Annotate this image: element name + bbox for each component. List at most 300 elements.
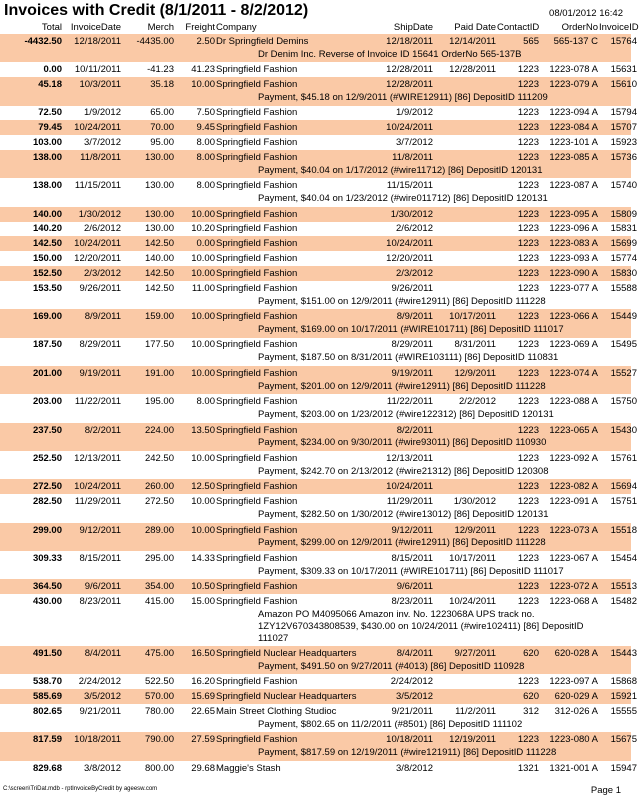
cell-order-no: 1223-090 A [549, 267, 598, 279]
header-paid-date: Paid Date [454, 22, 496, 33]
cell-contact-id: 1223 [517, 596, 539, 608]
cell-invoice-date: 8/4/2011 [84, 647, 121, 659]
cell-ship-date: 8/15/2011 [391, 552, 433, 564]
payment-note: Payment, $299.00 on 12/9/2011 (#wire12911) [86] DepositID 111228 [258, 537, 546, 549]
cell-paid-date: 2/2/2012 [459, 396, 496, 408]
cell-ship-date: 12/28/2011 [386, 79, 433, 91]
cell-order-no: 1223-085 A [549, 151, 598, 163]
cell-contact-id: 1223 [517, 424, 539, 436]
header-invoice-date: InvoiceDate [70, 22, 121, 33]
cell-invoice-id: 15699 [610, 238, 637, 250]
cell-total: 187.50 [32, 339, 62, 351]
cell-order-no: 1223-082 A [549, 481, 598, 493]
cell-invoice-id: 15830 [610, 267, 637, 279]
invoice-list [0, 34, 637, 776]
cell-total: 829.68 [32, 762, 62, 774]
cell-contact-id: 1223 [517, 180, 539, 192]
cell-merch: 177.50 [144, 339, 174, 351]
cell-invoice-date: 11/29/2011 [74, 496, 121, 508]
cell-ship-date: 8/9/2011 [396, 311, 433, 323]
cell-total: 237.50 [32, 424, 62, 436]
invoice-record [0, 451, 637, 479]
cell-invoice-id: 15449 [610, 311, 637, 323]
cell-total: 142.50 [32, 238, 62, 250]
cell-merch: 130.00 [144, 223, 174, 235]
cell-freight: 12.50 [191, 481, 215, 493]
cell-invoice-id: 15947 [610, 762, 637, 774]
cell-ship-date: 11/29/2011 [386, 496, 433, 508]
header-ship-date: ShipDate [393, 22, 433, 33]
cell-ship-date: 3/5/2012 [396, 691, 433, 703]
cell-contact-id: 1223 [517, 137, 539, 149]
cell-freight: 10.00 [191, 452, 215, 464]
cell-order-no: 1223-080 A [549, 734, 598, 746]
cell-ship-date: 2/3/2012 [396, 267, 433, 279]
payment-note: Payment, $169.00 on 10/17/2011 (#WIRE101711) [86] DepositID 111017 [258, 323, 564, 335]
cell-total: 252.50 [32, 452, 62, 464]
table-row [0, 579, 637, 594]
cell-ship-date: 1/30/2012 [390, 208, 433, 220]
cell-freight: 10.50 [191, 581, 215, 593]
header-contact-id: ContactID [497, 22, 540, 33]
cell-invoice-date: 8/15/2011 [79, 552, 121, 564]
invoice-record [0, 236, 637, 251]
cell-ship-date: 9/19/2011 [391, 367, 433, 379]
cell-invoice-id: 15443 [610, 647, 637, 659]
cell-order-no: 1321-001 A [549, 762, 598, 774]
cell-invoice-id: 15736 [610, 151, 637, 163]
table-row [0, 150, 637, 165]
cell-invoice-date: 10/24/2011 [74, 481, 121, 493]
cell-invoice-date: 8/23/2011 [79, 596, 121, 608]
cell-order-no: 1223-093 A [549, 253, 598, 265]
cell-merch: 260.00 [144, 481, 174, 493]
cell-contact-id: 1223 [517, 107, 539, 119]
cell-freight: 10.00 [191, 208, 215, 220]
cell-freight: 10.00 [191, 311, 215, 323]
cell-freight: 27.59 [191, 734, 215, 746]
cell-merch: 140.00 [144, 253, 174, 265]
cell-total: -4432.50 [24, 35, 62, 47]
header-total: Total [41, 22, 62, 33]
cell-ship-date: 8/2/2011 [396, 424, 433, 436]
cell-total: 150.00 [32, 253, 62, 265]
cell-contact-id: 1223 [517, 396, 539, 408]
cell-invoice-id: 15761 [610, 452, 637, 464]
cell-merch: 65.00 [150, 107, 174, 119]
cell-invoice-id: 15774 [610, 253, 637, 265]
cell-company: Springfield Nuclear Headquarters [216, 691, 357, 703]
cell-merch: 130.00 [144, 208, 174, 220]
cell-company: Dr Springfield Demins [216, 35, 309, 47]
cell-ship-date: 8/29/2011 [391, 339, 433, 351]
cell-freight: 22.65 [191, 705, 215, 717]
cell-total: 140.00 [32, 208, 62, 220]
cell-invoice-date: 10/11/2011 [74, 64, 121, 76]
cell-total: 491.50 [32, 647, 62, 659]
cell-company: Springfield Fashion [216, 734, 298, 746]
cell-invoice-id: 15694 [610, 481, 637, 493]
payment-note: Payment, $40.04 on 1/17/2012 (#wire11712) [86] DepositID 120131 [258, 164, 543, 176]
cell-total: 169.00 [32, 311, 62, 323]
cell-total: 282.50 [32, 496, 62, 508]
cell-paid-date: 12/14/2011 [449, 35, 496, 47]
payment-note: Payment, $802.65 on 11/2/2011 (#8501) [86] DepositID 111102 [258, 718, 523, 730]
cell-ship-date: 10/18/2011 [386, 734, 433, 746]
cell-invoice-id: 15454 [610, 552, 637, 564]
payment-note: Payment, $203.00 on 1/23/2012 (#wire122312) [86] DepositID 120131 [258, 409, 554, 421]
payment-note: Payment, $817.59 on 12/19/2011 (#wire121911) [86] DepositID 111228 [258, 747, 557, 759]
cell-invoice-date: 12/13/2011 [74, 452, 121, 464]
cell-company: Springfield Fashion [216, 267, 298, 279]
cell-merch: -4435.00 [136, 35, 174, 47]
cell-invoice-id: 15555 [610, 705, 637, 717]
invoice-record [0, 281, 637, 309]
page-number: Page 1 [590, 784, 621, 796]
cell-freight: 10.00 [191, 339, 215, 351]
table-row [0, 236, 637, 251]
cell-merch: 159.00 [144, 311, 174, 323]
invoice-record [0, 106, 637, 121]
cell-invoice-id: 15527 [610, 367, 637, 379]
cell-order-no: 1223-095 A [549, 208, 598, 220]
cell-freight: 10.00 [191, 79, 215, 91]
payment-note: Dr Denim Inc. Reverse of Invoice ID 15641 OrderNo 565-137B [258, 48, 522, 60]
table-row [0, 494, 637, 509]
invoice-record [0, 62, 637, 77]
table-row [0, 594, 637, 609]
cell-order-no: 1223-092 A [549, 452, 598, 464]
cell-contact-id: 1223 [517, 481, 539, 493]
cell-invoice-date: 12/18/2011 [74, 35, 121, 47]
cell-company: Springfield Fashion [216, 208, 298, 220]
cell-invoice-date: 11/15/2011 [74, 180, 121, 192]
invoice-record [0, 579, 637, 594]
cell-invoice-date: 11/8/2011 [80, 151, 121, 163]
cell-ship-date: 12/18/2011 [386, 35, 433, 47]
table-row [0, 704, 637, 719]
cell-company: Springfield Fashion [216, 238, 298, 250]
table-row [0, 135, 637, 150]
cell-invoice-date: 8/2/2011 [84, 424, 121, 436]
cell-paid-date: 12/9/2011 [454, 367, 496, 379]
cell-company: Springfield Fashion [216, 64, 298, 76]
cell-freight: 8.00 [196, 396, 215, 408]
cell-invoice-date: 8/29/2011 [79, 339, 121, 351]
cell-ship-date: 9/12/2011 [391, 524, 433, 536]
cell-company: Springfield Fashion [216, 596, 298, 608]
invoice-record [0, 178, 637, 206]
invoice-record [0, 120, 637, 135]
cell-total: 72.50 [38, 107, 62, 119]
cell-invoice-date: 9/26/2011 [79, 282, 121, 294]
cell-freight: 10.00 [191, 367, 215, 379]
cell-company: Springfield Fashion [216, 122, 298, 134]
cell-company: Springfield Fashion [216, 253, 298, 265]
cell-order-no: 1223-097 A [549, 676, 598, 688]
cell-order-no: 312-026 A [554, 705, 598, 717]
invoice-record [0, 77, 637, 105]
cell-order-no: 1223-079 A [549, 79, 598, 91]
table-row [0, 62, 637, 77]
table-row [0, 120, 637, 135]
cell-total: 309.33 [32, 552, 62, 564]
payment-note: Payment, $234.00 on 9/30/2011 (#wire93011) [86] DepositID 110930 [258, 437, 547, 449]
cell-order-no: 1223-068 A [549, 596, 598, 608]
invoice-record [0, 207, 637, 222]
invoice-record [0, 135, 637, 150]
cell-order-no: 1223-088 A [549, 396, 598, 408]
cell-contact-id: 1223 [517, 223, 539, 235]
cell-freight: 8.00 [196, 151, 215, 163]
cell-ship-date: 9/6/2011 [396, 581, 433, 593]
cell-total: 272.50 [32, 481, 62, 493]
cell-total: 802.65 [32, 705, 62, 717]
cell-ship-date: 10/24/2011 [386, 122, 433, 134]
cell-contact-id: 1223 [517, 496, 539, 508]
invoice-record [0, 366, 637, 394]
cell-contact-id: 1223 [517, 524, 539, 536]
invoice-record [0, 732, 637, 760]
table-row [0, 34, 637, 49]
cell-total: 45.18 [38, 79, 62, 91]
cell-merch: 522.50 [144, 676, 174, 688]
invoice-record [0, 479, 637, 494]
cell-ship-date: 9/21/2011 [391, 705, 433, 717]
cell-ship-date: 11/8/2011 [392, 151, 433, 163]
cell-total: 430.00 [32, 596, 62, 608]
cell-invoice-id: 15809 [610, 208, 637, 220]
cell-total: 103.00 [32, 137, 62, 149]
cell-ship-date: 10/24/2011 [386, 481, 433, 493]
cell-contact-id: 1223 [517, 151, 539, 163]
cell-total: 538.70 [32, 676, 62, 688]
cell-order-no: 1223-072 A [549, 581, 598, 593]
table-row [0, 222, 637, 237]
cell-invoice-id: 15707 [610, 122, 637, 134]
cell-invoice-id: 15430 [610, 424, 637, 436]
report-footer [0, 782, 631, 812]
cell-contact-id: 1223 [517, 311, 539, 323]
cell-invoice-date: 10/3/2011 [79, 79, 121, 91]
cell-contact-id: 1223 [517, 64, 539, 76]
cell-invoice-id: 15610 [610, 79, 637, 91]
cell-freight: 7.50 [196, 107, 215, 119]
report-title: Invoices with Credit (8/1/2011 - 8/2/2012) [4, 2, 309, 19]
column-header-row [0, 21, 639, 34]
cell-freight: 16.50 [191, 647, 215, 659]
cell-contact-id: 1223 [517, 452, 539, 464]
invoice-record [0, 150, 637, 178]
table-row [0, 309, 637, 324]
payment-note: Payment, $491.50 on 9/27/2011 (#4013) [86] DepositID 110928 [258, 660, 525, 672]
cell-freight: 14.33 [191, 552, 215, 564]
report-header [0, 0, 631, 21]
cell-company: Springfield Nuclear Headquarters [216, 647, 357, 659]
cell-order-no: 1223-101 A [549, 137, 598, 149]
invoice-record [0, 222, 637, 237]
cell-total: 201.00 [32, 367, 62, 379]
cell-contact-id: 1223 [517, 282, 539, 294]
cell-contact-id: 620 [523, 691, 539, 703]
report-timestamp: 08/01/2012 16:42 [549, 8, 623, 19]
cell-contact-id: 1223 [517, 79, 539, 91]
cell-company: Main Street Clothing Studioc [216, 705, 337, 717]
cell-freight: 11.00 [191, 282, 215, 294]
cell-company: Springfield Fashion [216, 367, 298, 379]
cell-company: Springfield Fashion [216, 137, 298, 149]
cell-total: 79.45 [38, 122, 62, 134]
cell-paid-date: 10/24/2011 [449, 596, 496, 608]
cell-invoice-date: 3/5/2012 [84, 691, 121, 703]
cell-company: Springfield Fashion [216, 552, 298, 564]
cell-ship-date: 8/23/2011 [391, 596, 433, 608]
cell-total: 153.50 [32, 282, 62, 294]
table-row [0, 551, 637, 566]
cell-company: Springfield Fashion [216, 452, 298, 464]
cell-merch: 289.00 [144, 524, 174, 536]
invoice-record [0, 309, 637, 337]
cell-invoice-date: 1/30/2012 [78, 208, 121, 220]
table-row [0, 732, 637, 747]
invoice-record [0, 266, 637, 281]
cell-invoice-date: 9/21/2011 [79, 705, 121, 717]
cell-invoice-date: 9/12/2011 [79, 524, 121, 536]
cell-freight: 13.50 [191, 424, 215, 436]
invoice-record [0, 551, 637, 579]
header-freight: Freight [185, 22, 215, 33]
invoice-record [0, 689, 637, 704]
payment-note: Amazon PO M4095066 Amazon inv. No. 1223068A UPS track no. 1ZY12V670343808539, $430.00 on 10/24/2011 (#wire102411) [86] DepositID 111027 [258, 609, 584, 645]
cell-freight: 10.00 [191, 267, 215, 279]
invoice-record [0, 674, 637, 689]
cell-merch: 195.00 [144, 396, 174, 408]
cell-contact-id: 620 [523, 647, 539, 659]
table-row [0, 646, 637, 661]
cell-total: 817.59 [32, 734, 62, 746]
table-row [0, 479, 637, 494]
cell-merch: 130.00 [144, 180, 174, 192]
header-merch: Merch [147, 22, 174, 33]
cell-company: Springfield Fashion [216, 396, 298, 408]
cell-invoice-id: 15740 [610, 180, 637, 192]
cell-contact-id: 1223 [517, 208, 539, 220]
cell-invoice-date: 10/18/2011 [74, 734, 121, 746]
table-row [0, 394, 637, 409]
cell-invoice-id: 15482 [610, 596, 637, 608]
cell-merch: 242.50 [144, 452, 174, 464]
cell-freight: 10.00 [191, 496, 215, 508]
payment-note: Payment, $187.50 on 8/31/2011 (#WIRE103111) [86] DepositID 110831 [258, 352, 559, 364]
payment-note: Payment, $282.50 on 1/30/2012 (#wire13012) [86] DepositID 120131 [258, 509, 549, 521]
cell-ship-date: 3/7/2012 [396, 137, 433, 149]
cell-merch: 475.00 [144, 647, 174, 659]
cell-company: Springfield Fashion [216, 79, 298, 91]
cell-merch: 790.00 [144, 734, 174, 746]
cell-freight: 8.00 [196, 180, 215, 192]
cell-invoice-id: 15751 [610, 496, 637, 508]
header-invoice-id: InvoiceID [599, 22, 639, 33]
cell-merch: 142.50 [144, 267, 174, 279]
cell-freight: 15.69 [191, 691, 215, 703]
cell-invoice-date: 11/22/2011 [74, 396, 121, 408]
cell-contact-id: 1223 [517, 676, 539, 688]
cell-paid-date: 9/27/2011 [454, 647, 496, 659]
cell-contact-id: 1223 [517, 122, 539, 134]
cell-company: Springfield Fashion [216, 481, 298, 493]
cell-contact-id: 1223 [517, 339, 539, 351]
cell-paid-date: 12/19/2011 [449, 734, 496, 746]
cell-company: Springfield Fashion [216, 496, 298, 508]
cell-paid-date: 8/31/2011 [454, 339, 496, 351]
cell-ship-date: 10/24/2011 [386, 238, 433, 250]
cell-freight: 2.50 [196, 35, 215, 47]
cell-ship-date: 11/15/2011 [386, 180, 433, 192]
invoice-record [0, 523, 637, 551]
cell-invoice-id: 15588 [610, 282, 637, 294]
cell-invoice-id: 15794 [610, 107, 637, 119]
cell-invoice-id: 15518 [610, 524, 637, 536]
cell-invoice-id: 15921 [610, 691, 637, 703]
cell-invoice-date: 3/7/2012 [84, 137, 121, 149]
invoice-record [0, 34, 637, 62]
cell-merch: 142.50 [144, 282, 174, 294]
invoice-record [0, 251, 637, 266]
cell-merch: -41.23 [147, 64, 174, 76]
cell-merch: 70.00 [150, 122, 174, 134]
cell-merch: 415.00 [144, 596, 174, 608]
cell-freight: 8.00 [196, 137, 215, 149]
cell-invoice-id: 15675 [610, 734, 637, 746]
cell-order-no: 1223-078 A [549, 64, 598, 76]
cell-contact-id: 1223 [517, 367, 539, 379]
cell-merch: 191.00 [144, 367, 174, 379]
cell-merch: 142.50 [144, 238, 174, 250]
cell-company: Springfield Fashion [216, 524, 298, 536]
cell-freight: 41.23 [191, 64, 215, 76]
cell-order-no: 1223-074 A [549, 367, 598, 379]
cell-freight: 9.45 [196, 122, 215, 134]
cell-company: Springfield Fashion [216, 223, 298, 235]
table-row [0, 451, 637, 466]
cell-contact-id: 312 [523, 705, 539, 717]
cell-merch: 35.18 [150, 79, 174, 91]
cell-paid-date: 12/28/2011 [449, 64, 496, 76]
cell-total: 138.00 [32, 151, 62, 163]
cell-company: Springfield Fashion [216, 581, 298, 593]
invoice-record [0, 704, 637, 732]
table-row [0, 207, 637, 222]
cell-invoice-date: 9/19/2011 [79, 367, 121, 379]
cell-company: Springfield Fashion [216, 107, 298, 119]
cell-ship-date: 9/26/2011 [391, 282, 433, 294]
cell-order-no: 1223-096 A [549, 223, 598, 235]
cell-invoice-date: 2/6/2012 [84, 223, 121, 235]
cell-contact-id: 1223 [517, 238, 539, 250]
cell-company: Springfield Fashion [216, 339, 298, 351]
cell-company: Springfield Fashion [216, 282, 298, 294]
cell-order-no: 1223-077 A [549, 282, 598, 294]
payment-note: Payment, $309.33 on 10/17/2011 (#WIRE101711) [86] DepositID 111017 [258, 565, 564, 577]
footer-source: C:\screen\TriDat.mdb - rptInvoiceByCredit by ageesw.com [3, 785, 158, 792]
cell-invoice-id: 15868 [610, 676, 637, 688]
cell-invoice-id: 15495 [610, 339, 637, 351]
invoice-record [0, 394, 637, 422]
cell-company: Springfield Fashion [216, 676, 298, 688]
cell-invoice-id: 15631 [610, 64, 637, 76]
cell-total: 0.00 [43, 64, 62, 76]
header-company: Company [216, 22, 257, 33]
